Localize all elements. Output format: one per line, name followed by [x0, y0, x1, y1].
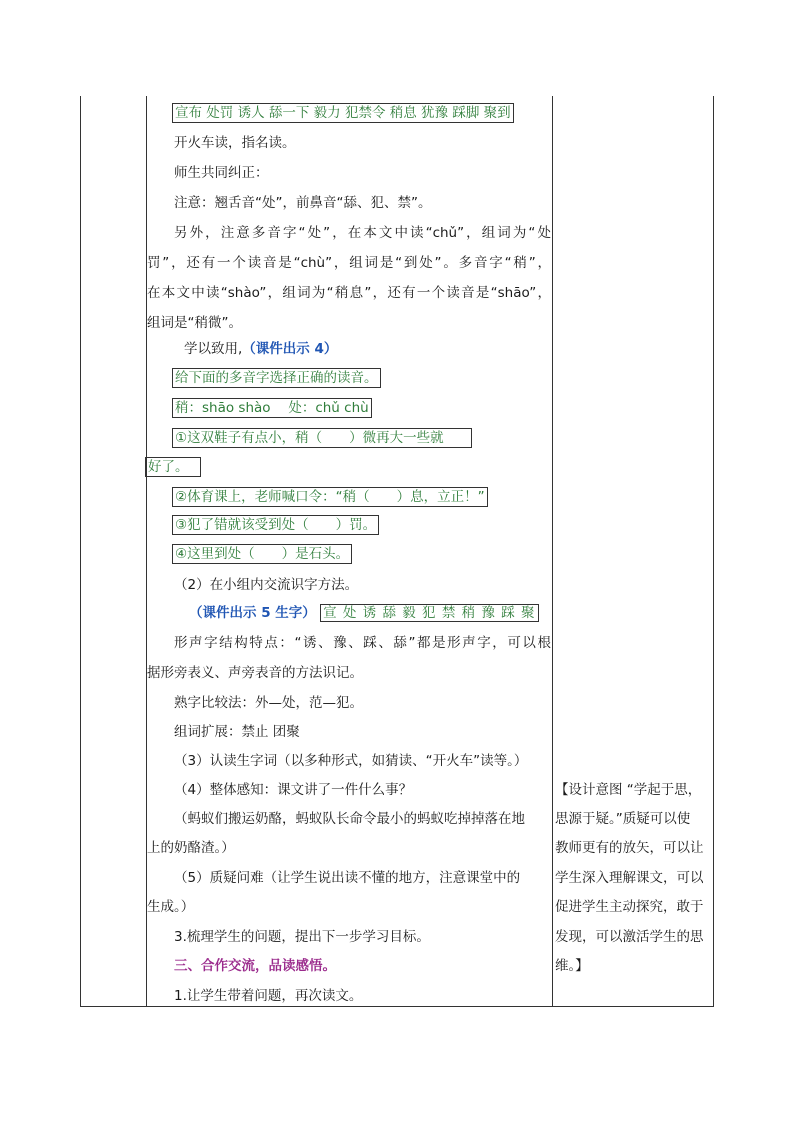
apply-line	[184, 340, 337, 358]
text-correct-together: 师生共同纠正：	[174, 165, 269, 181]
side-line-2: 思源于疑。”质疑可以使	[555, 811, 691, 827]
exercise-options-box: 稍：shāo shào 处：chǔ chù	[172, 398, 372, 418]
text-step-3: （3）认读生字词（以多种形式，如猜读、“开火车”读等。）	[174, 753, 528, 769]
text-phonogram-2: 据形旁表义、声旁表音的方法识记。	[147, 665, 363, 681]
exercise-item-2: ②体育课上，老师喊口令：“稍（ ）息，立正！”	[172, 487, 488, 507]
show5-line	[189, 604, 539, 622]
text-answer-1: （蚂蚁们搬运奶酪，蚂蚁队长命令最小的蚂蚁吃掉掉落在地	[174, 811, 525, 827]
text-step-5-1: （5）质疑问难（让学生说出读不懂的地方，注意课堂中的	[174, 870, 521, 886]
exercise-item-4: ④这里到处（ ）是石头。	[172, 544, 352, 564]
text-item-3: 3.梳理学生的问题，提出下一步学习目标。	[174, 929, 430, 945]
table-divider-left	[146, 96, 147, 1007]
text-step-4: （4）整体感知：课文讲了一件什么事？	[174, 782, 413, 798]
text-polyphone-3: 在本文中读“shào”，组词为“稍息”，还有一个读音是“shāo”，	[147, 285, 551, 301]
text-step-5-2: 生成。）	[147, 899, 195, 915]
text-polyphone-4: 组词是“稍微”。	[147, 315, 242, 331]
text-polyphone-1: 另外，注意多音字“处”，在本文中读“chǔ”，组词为“处	[174, 225, 551, 241]
side-line-1: 【设计意图 “学起于思，	[555, 782, 702, 798]
chars-box: 宣 处 诱 舔 毅 犯 禁 稍 豫 踩 聚	[320, 604, 538, 622]
exercise-item-3: ③犯了错就该受到处（ ）罚。	[172, 515, 379, 535]
courseware-5-label: （课件出示 5 生字）	[189, 605, 316, 621]
apply-text: 学以致用,	[184, 341, 243, 357]
vocab-box: 宣布 处罚 诱人 舔一下 毅力 犯禁令 稍息 犹豫 踩脚 聚到	[172, 103, 514, 123]
side-line-6: 发现，可以激活学生的思	[555, 929, 704, 945]
text-compare: 熟字比较法：外—处，范—犯。	[174, 695, 363, 711]
side-line-5: 促进学生主动探究，敢于	[555, 899, 704, 915]
apply-courseware-label: （课件出示 4）	[242, 341, 338, 357]
text-step-2: （2）在小组内交流识字方法。	[174, 577, 359, 593]
table-border-left	[80, 96, 81, 1007]
exercise-title-box: 给下面的多音字选择正确的读音。	[172, 368, 381, 388]
exercise-item-1a: ①这双鞋子有点小，稍（ ）微再大一些就	[172, 428, 472, 448]
table-border-right	[713, 96, 714, 1007]
side-line-7: 维。】	[555, 958, 589, 974]
exercise-item-1b: 好了。	[145, 457, 201, 477]
text-item-1: 1.让学生带着问题，再次读文。	[174, 988, 363, 1004]
text-train-read: 开火车读，指名读。	[174, 135, 296, 151]
table-divider-right	[552, 96, 553, 1007]
text-polyphone-2: 罚”，还有一个读音是“chù”，组词是“到处”。多音字“稍”，	[147, 255, 551, 271]
text-extend: 组词扩展：禁止 团聚	[174, 724, 300, 740]
table-bottom-border	[80, 1006, 714, 1007]
side-line-4: 学生深入理解课文，可以	[555, 870, 704, 886]
section-3-heading: 三、合作交流，品读感悟。	[174, 958, 336, 974]
side-line-3: 教师更有的放矢，可以让	[555, 840, 704, 856]
text-answer-2: 上的奶酪渣。）	[147, 840, 235, 856]
text-phonogram-1: 形声字结构特点：“诱、豫、踩、舔”都是形声字，可以根	[174, 635, 551, 651]
text-note: 注意：翘舌音“处”，前鼻音“舔、犯、禁”。	[174, 195, 432, 211]
